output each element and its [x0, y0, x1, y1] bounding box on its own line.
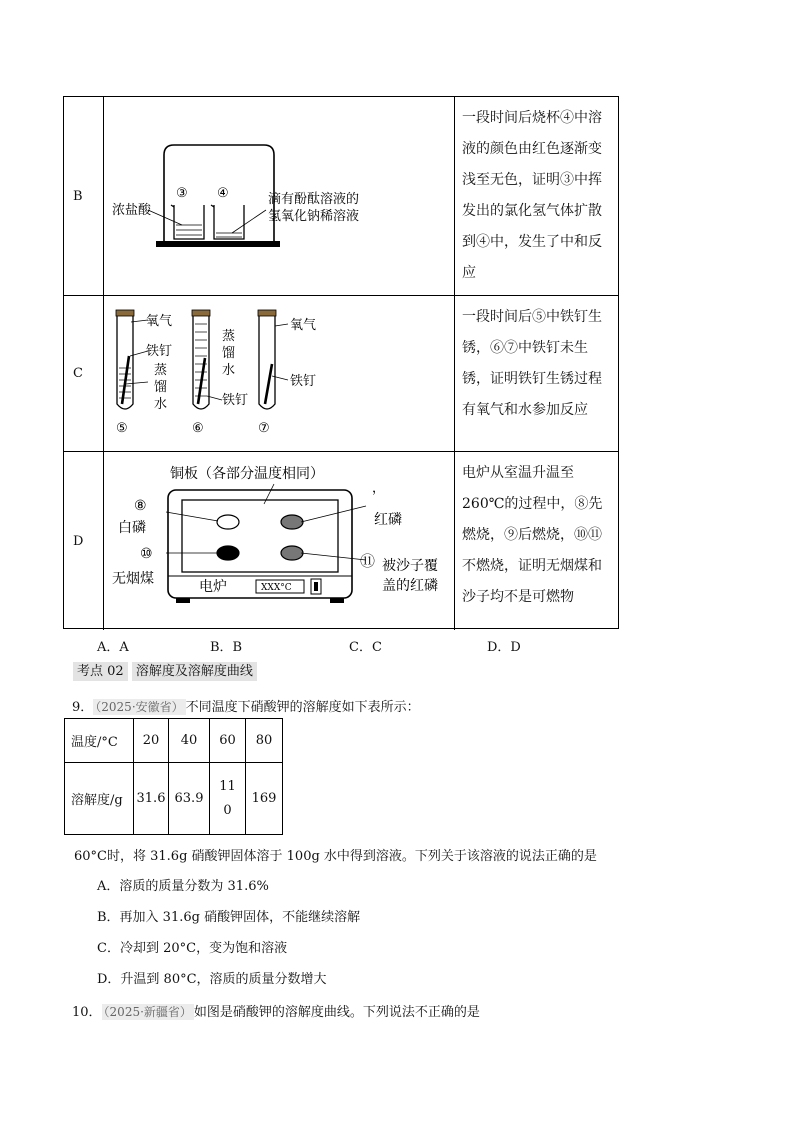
- solubility-table: [64, 718, 283, 835]
- temperature-header: 温度/°C: [65, 719, 134, 763]
- question-source: （2025·安徽省）: [95, 700, 184, 714]
- choice-c[interactable]: C．冷却到 20°C，变为饱和溶液: [97, 941, 288, 956]
- naoh-label: 氢氧化钠稀溶液: [268, 209, 360, 224]
- sample-10-number: ⑩: [140, 546, 153, 562]
- tube5-gas-label: 氧气: [146, 314, 173, 329]
- option-c[interactable]: C．C: [349, 640, 382, 655]
- conclusion-text: 一段时间后烧杯④中溶液的颜色由红色逐渐变浅至无色，证明③中挥发出的氯化氢气体扩散到④中，发生了中和反应: [462, 110, 602, 281]
- table-row-d: [64, 452, 618, 630]
- temperature-cell: 40: [169, 719, 210, 763]
- beaker-4-number: ④: [217, 186, 229, 201]
- sand-covered-label: 盖的红磷: [382, 578, 438, 594]
- sample-11-number: ⑪: [360, 552, 376, 570]
- tube6-water-label: 蒸: [222, 329, 236, 344]
- stove-label: 电炉: [199, 579, 227, 595]
- question-9-condition: 60°C时，将 31.6g 硝酸钾固体溶于 100g 水中得到溶液。下列关于该溶液的说法正确的是: [74, 849, 597, 864]
- option-d[interactable]: D．D: [487, 640, 521, 655]
- tube6-nail-label: 铁钉: [222, 393, 249, 408]
- combustion-stove-diagram: [104, 452, 455, 630]
- solubility-cell: 31.6: [134, 763, 169, 835]
- choice-a[interactable]: A．溶质的质量分数为 31.6%: [97, 879, 269, 894]
- question-number: 9．: [72, 700, 94, 715]
- tube5-water-label: 蒸: [154, 363, 168, 378]
- row-label: D: [64, 452, 104, 630]
- choice-b[interactable]: B．再加入 31.6g 硝酸钾固体，不能继续溶解: [97, 910, 361, 925]
- conclusion-text: 一段时间后⑤中铁钉生锈，⑥⑦中铁钉未生锈，证明铁钉生锈过程有氧气和水参加反应: [462, 309, 602, 418]
- tube6-water-label: 水: [222, 363, 236, 378]
- anthracite-label: 无烟煤: [112, 571, 154, 587]
- tube7-gas-label: 氧气: [290, 318, 317, 333]
- question-10-stem: [72, 1001, 480, 1020]
- solubility-header: 溶解度/g: [65, 763, 134, 835]
- solubility-cell: 63.9: [169, 763, 210, 835]
- solubility-cell: 110: [210, 763, 246, 835]
- temperature-cell: 60: [210, 719, 246, 763]
- stray-comma: ，: [372, 481, 386, 496]
- diffusion-beaker-diagram: [104, 97, 455, 296]
- row-label: C: [64, 296, 104, 451]
- choice-d[interactable]: D．升温到 80°C，溶质的质量分数增大: [97, 972, 327, 987]
- rusting-test-tube-diagram: [104, 296, 455, 452]
- table-row: [65, 719, 283, 763]
- section-key: 考点 02: [73, 662, 128, 681]
- temperature-cell: 80: [246, 719, 283, 763]
- table-row-c: [64, 296, 618, 452]
- conclusion-text: 电炉从室温升温至 260℃的过程中，⑧先燃烧，⑨后燃烧，⑩⑪不燃烧，证明无烟煤和沙子均不是可燃物: [462, 465, 603, 605]
- table-row: [65, 763, 283, 835]
- figure-diffusion-beakers: [104, 97, 455, 295]
- tube6-number: ⑥: [192, 421, 204, 436]
- copper-plate-label: 铜板（各部分温度相同）: [170, 466, 324, 482]
- tube7-nail-label: 铁钉: [290, 374, 317, 389]
- section-tag: [73, 660, 257, 679]
- hcl-label: 浓盐酸: [112, 203, 152, 218]
- sample-8-number: ⑧: [134, 498, 147, 514]
- question-source: （2025·新疆省）: [103, 1005, 192, 1019]
- temperature-cell: 20: [134, 719, 169, 763]
- tube5-nail-label: 铁钉: [146, 344, 173, 359]
- table-row-b: [64, 97, 618, 296]
- tube6-water-label: 馏: [222, 346, 236, 361]
- tube5-water-label: 馏: [154, 380, 168, 395]
- experiment-table: [63, 96, 619, 629]
- option-a[interactable]: A．A: [97, 640, 129, 655]
- tube7-number: ⑦: [258, 421, 270, 436]
- tube5-water-label: 水: [154, 397, 168, 412]
- question-text: 不同温度下硝酸钾的溶解度如下表所示：: [185, 700, 420, 715]
- option-b[interactable]: B．B: [210, 640, 243, 655]
- question-text: 如图是硝酸钾的溶解度曲线。下列说法不正确的是: [193, 1005, 480, 1020]
- solubility-cell: 169: [246, 763, 283, 835]
- beaker-3-number: ③: [176, 186, 188, 201]
- temperature-display: XXX°C: [261, 583, 292, 593]
- figure-rusting-tubes: [104, 296, 455, 451]
- row-label: B: [64, 97, 104, 295]
- question-9-stem: [72, 696, 420, 715]
- figure-combustion-stove: [104, 452, 455, 630]
- sand-covered-label: 被沙子覆: [382, 558, 438, 574]
- white-phosphorus-label: 白磷: [118, 520, 146, 536]
- section-title: 溶解度及溶解度曲线: [132, 662, 257, 681]
- question-number: 10．: [72, 1005, 102, 1020]
- phenolphthalein-label: 滴有酚酞溶液的: [268, 192, 360, 207]
- tube5-number: ⑤: [116, 421, 128, 436]
- red-phosphorus-label: 红磷: [374, 512, 402, 528]
